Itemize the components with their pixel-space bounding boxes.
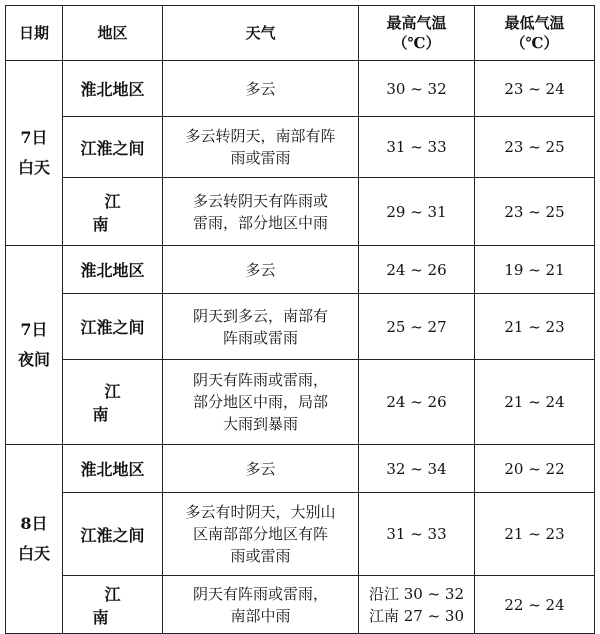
date-cell [6, 445, 63, 634]
header-high-temp [359, 6, 475, 61]
weather-line: 雨或雷雨 [230, 547, 291, 565]
region-cell [63, 178, 163, 246]
low-temp-cell: 21 ~ 24 [475, 360, 595, 445]
date-day: 7日 [20, 128, 48, 147]
header-region: 地区 [63, 6, 163, 61]
high-temp-cell [359, 117, 475, 178]
table-row [6, 360, 595, 445]
date-period: 夜间 [17, 350, 50, 369]
high-temp-value: 24 ~ 26 [386, 260, 447, 279]
weather-line: 阴天到多云，南部有 [192, 306, 328, 325]
high-temp-value: 31 ~ 33 [386, 525, 447, 543]
high-temp-cell [359, 246, 475, 294]
table-row [6, 576, 595, 634]
region-cell: 淮北地区 [63, 61, 163, 117]
high-temp-value: 31 ~ 33 [386, 138, 447, 156]
high-temp-value: 25 ~ 27 [386, 317, 447, 336]
low-temp-cell: 23 ~ 24 [475, 61, 595, 117]
high-temp-value: 江南 27 ~ 30 [368, 606, 465, 625]
header-low-temp [475, 6, 595, 61]
date-period: 白天 [17, 544, 50, 563]
region-cell: 江淮之间 [63, 493, 163, 576]
header-weather: 天气 [163, 6, 359, 61]
high-temp-value: 24 ~ 26 [386, 393, 447, 411]
region-cell: 淮北地区 [63, 246, 163, 294]
high-temp-cell [359, 445, 475, 493]
weather-line: 区南部部分地区有阵 [192, 525, 328, 543]
weather-cell [163, 61, 359, 117]
weather-cell [163, 246, 359, 294]
weather-line: 多云转阴天，南部有阵 [185, 127, 336, 145]
weather-line: 多云有时阴天，大别山 [185, 503, 336, 521]
weather-cell [163, 576, 359, 634]
weather-cell [163, 493, 359, 576]
region-cell: 江淮之间 [63, 294, 163, 360]
weather-line: 大雨到暴雨 [222, 415, 298, 433]
weather-line: 多云 [245, 260, 276, 279]
high-temp-value: 29 ~ 31 [386, 202, 447, 221]
high-temp-value: 沿江 30 ~ 32 [368, 584, 465, 603]
date-day: 7日 [20, 320, 48, 339]
low-temp-cell: 20 ~ 22 [475, 445, 595, 493]
table-row [6, 246, 595, 294]
date-cell [6, 61, 63, 246]
weather-cell [163, 117, 359, 178]
weather-cell [163, 178, 359, 246]
high-temp-cell [359, 360, 475, 445]
weather-line: 部分地区中雨，局部 [192, 393, 328, 411]
high-temp-value: 32 ~ 34 [386, 459, 447, 478]
low-temp-cell: 23 ~ 25 [475, 178, 595, 246]
low-temp-cell: 19 ~ 21 [475, 246, 595, 294]
header-low-label: 最低气温 [504, 14, 565, 32]
region-cell [63, 576, 163, 634]
date-day: 8日 [20, 514, 48, 533]
forecast-table-container [5, 5, 594, 634]
region-label: 江南 [92, 584, 145, 627]
high-temp-cell [359, 294, 475, 360]
weather-cell [163, 360, 359, 445]
region-label: 江南 [92, 382, 145, 424]
weather-line: 阴天有阵雨或雷雨， [192, 371, 328, 389]
weather-cell [163, 445, 359, 493]
region-cell: 江淮之间 [63, 117, 163, 178]
weather-line: 阴天有阵雨或雷雨， [192, 584, 328, 603]
table-row [6, 178, 595, 246]
low-temp-cell: 21 ~ 23 [475, 294, 595, 360]
header-high-unit: （℃） [392, 34, 441, 52]
weather-line: 多云转阴天有阵雨或 [192, 191, 328, 210]
header-low-unit: （℃） [510, 34, 559, 52]
weather-line: 阵雨或雷雨 [222, 328, 298, 347]
low-temp-cell: 22 ~ 24 [475, 576, 595, 634]
date-period: 白天 [17, 158, 50, 177]
weather-line: 多云 [245, 459, 276, 478]
high-temp-cell [359, 576, 475, 634]
table-row [6, 117, 595, 178]
table-row [6, 445, 595, 493]
region-cell: 淮北地区 [63, 445, 163, 493]
header-date: 日期 [6, 6, 63, 61]
high-temp-cell [359, 493, 475, 576]
header-row [6, 6, 595, 61]
table-row [6, 294, 595, 360]
region-label: 江南 [92, 191, 145, 234]
high-temp-cell [359, 178, 475, 246]
header-high-label: 最高气温 [386, 14, 447, 32]
low-temp-cell: 21 ~ 23 [475, 493, 595, 576]
high-temp-cell [359, 61, 475, 117]
weather-line: 雨或雷雨 [230, 149, 291, 167]
date-cell [6, 246, 63, 445]
low-temp-cell: 23 ~ 25 [475, 117, 595, 178]
table-row [6, 493, 595, 576]
table-row [6, 61, 595, 117]
weather-line: 雷雨，部分地区中雨 [192, 213, 328, 232]
weather-forecast-table [5, 5, 595, 634]
weather-cell [163, 294, 359, 360]
weather-line: 多云 [245, 79, 276, 98]
high-temp-value: 30 ~ 32 [386, 79, 447, 98]
weather-line: 南部中雨 [230, 606, 291, 625]
region-cell [63, 360, 163, 445]
